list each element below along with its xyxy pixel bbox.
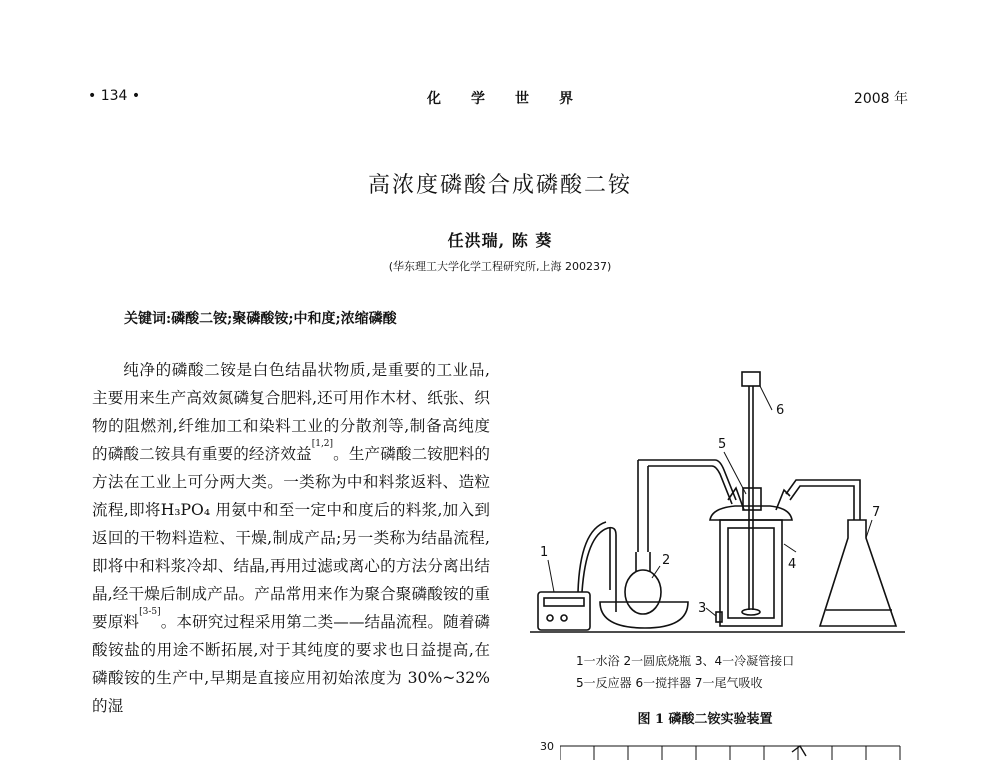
water-bath [538,522,688,630]
tubing-left-inner [648,466,732,504]
figure-legend-line-1: 1一水浴 2一圆底烧瓶 3、4一冷凝管接口 [576,654,795,668]
author-affiliation: (华东理工大学化学工程研究所,上海 200237) [388,260,612,273]
keywords-list: 磷酸二铵;聚磷酸铵;中和度;浓缩磷酸 [171,311,397,327]
article-authors: 任洪瑞, 陈 葵 [447,231,553,250]
apparatus-diagram [520,360,920,660]
leader-1 [548,560,554,592]
label-7: 7 [872,505,881,520]
label-2: 2 [662,553,671,568]
tubing-right-inner [790,486,854,520]
page-number: • 134 • [88,88,141,104]
journal-name: 化学世界 [427,91,603,107]
label-6: 6 [776,403,785,418]
label-5: 5 [718,437,727,452]
next-chart-y-tick: 30 [540,740,554,753]
body-paragraph [92,356,490,720]
keywords [124,308,397,328]
chemical-formula: H₃PO₄ [160,501,211,519]
label-3: 3 [698,601,707,616]
figure-legend-line-2: 5一反应器 6一搅拌器 7一尾气吸收 [576,676,763,690]
article-title: 高浓度磷酸合成磷酸二铵 [367,173,632,198]
body-text-part1: 纯净的磷酸二铵是白色结晶状物质,是重要的工业品,主要用来生产高效氮磷复合肥料,还可用作木材、纸张、织物的阻燃剂,纤维加工和染料工业的分散剂等,制备高纯度的磷酸二铵具有重要的经济效益 [92,361,490,463]
label-4: 4 [788,557,797,572]
citation-1-2: [1,2] [311,439,334,449]
body-text-part2: 。生产磷酸二铵肥料的方法在工业上可分两大类。一类称为中和料浆返料、造粒流程,即将 [92,445,490,519]
conical-flask [820,520,896,626]
leader-7 [866,520,872,538]
leader-5 [724,452,746,494]
leader-4 [784,544,796,552]
keywords-label: 关键词: [124,311,172,327]
leader-3 [706,608,716,616]
citation-3-5: [3-5] [139,607,161,617]
body-text-part3: 用氨中和至一定中和度后的料浆,加入到返回的干物料造粒、干燥,制成产品;另一类称为结晶流程,即将中和料浆冷却、结晶,再用过滤或离心的方法分离出结晶,经干燥后制成产品。产品常用来作为聚合聚磷酸铵的重要原料 [92,501,490,631]
publication-year: 2008 年 [853,91,908,107]
stirrer [742,372,760,615]
round-bottom-flask [625,460,661,614]
label-1: 1 [540,545,549,560]
leader-6 [760,386,772,410]
figure-caption: 图 1 磷酸二铵实验装置 [637,712,773,727]
body-text-part4: 。本研究过程采用第二类——结晶流程。随着磷酸铵盐的用途不断拓展,对于其纯度的要求也日益提高,在磷酸铵的生产中,早期是直接应用初始浓度为 30%~32%的湿 [92,613,490,715]
next-chart-frame [560,744,905,760]
reactor [710,488,792,626]
